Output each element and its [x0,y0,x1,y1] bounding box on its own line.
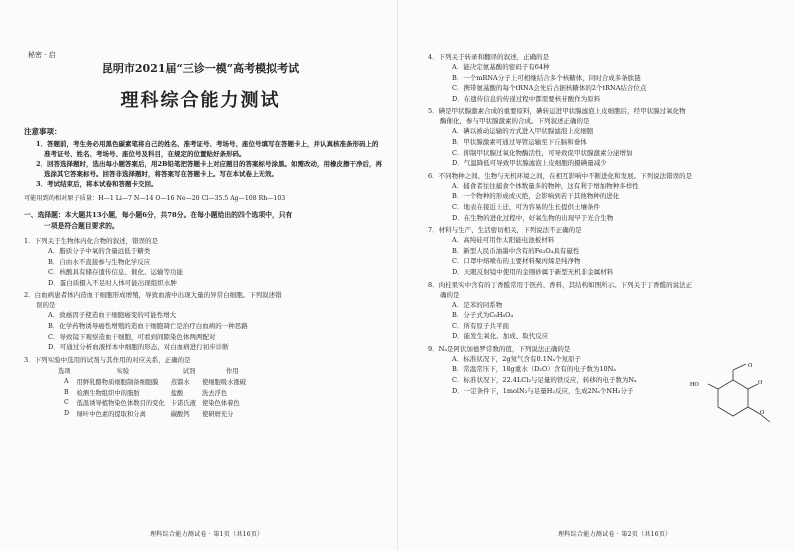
exam-page-2 [397,0,794,550]
notice-item: 3．考试结束后，将本试卷和答题卡交回。 [36,180,158,188]
question-9-option: D．一定条件下，1molN₂与足量H₂反应，生成2Nₐ个NH₃分子 [452,386,634,395]
question-3-stem: 3．下列实验中选用的试剂与其作用的对应关系，正确的是 [24,355,191,364]
paper-title: 理科综合能力测试 [120,90,281,111]
question-2-stem-cont: 误的是 [36,301,56,310]
table-header: 选项 [58,367,71,375]
question-8-stem-cont: 确的是 [440,290,460,299]
exam-title: 昆明市2021届“三诊一模”高考模拟考试 [101,62,300,75]
structure-label: O [748,363,753,369]
structure-label: O [758,380,763,386]
question-9-option: B．常温常压下，18g重水（D₂O）含有的电子数为10Nₐ [452,365,616,374]
bond [748,384,758,389]
table-header: 试剂 [182,367,196,375]
table-cell: 卡诺氏液 [170,400,196,408]
bond [748,407,760,414]
question-2-stem: 2．白血病患者体内造血干细胞形成增殖，导致血液中出现大量的异常白细胞。下列叙述错 [24,291,282,300]
question-8-option: D．能发生氧化、加成、取代反应 [452,332,549,341]
table-header: 作用 [225,367,239,375]
question-5-option: C．抑制甲状腺过氧化物酶活性，可导致促甲状腺激素分泌增加 [452,148,633,157]
table-cell: B [64,388,69,396]
table-cell: 使染色体着色 [201,400,240,408]
question-1-option: B．自由水不直接参与生物化学反应 [48,257,151,266]
question-4-option: A．能决定氨基酸的密码子有64种 [452,63,550,71]
table-row [38,408,252,419]
question-2-option: A．致癌因子使造血干细胞癌变的可能性增大 [48,311,177,320]
question-5-option: D．气温降低可导致甲状腺滤泡上皮细胞的摄碘量减少 [452,159,607,168]
section-heading: 一、选择题：本大题共13小题，每小题6分，共78分。在每小题给出的四个选项中，只有 [24,211,293,219]
question-3-table [38,365,252,419]
question-6-option: C．地表在接近上迁，可为容易的生长提供土壤条件 [452,202,600,211]
question-5-option: B．甲状腺激素可通过导管运输至下丘脑和垂体 [452,137,587,146]
table-cell: 盐酸 [170,389,184,397]
question-8-option: B．分子式为C₈H₈O₄ [452,311,514,320]
question-6-stem: 6．不同物种之间、生物与无机环境之间，在相互影响中不断进化和发展。下列说法错误的是 [428,171,693,180]
question-7-option: A．高纯硅可用作太阳能电池板材料 [452,236,555,245]
notice-item: 2．回答选择题时，选出每小题答案后，用2B铅笔把答题卡上对应题目的答案标号涂黑。如需改动，用橡皮擦干净后，再选涂其它答案标号。回答非选择题时，将答案写在答题卡上。写在本试卷上无效。 [36,160,383,178]
bond [708,384,718,389]
question-4-option: D．在遗传信息的传递过程中都需要核苷酸作为原料 [452,94,601,103]
question-7-option: C．口罩中熔喷布的主要材料聚丙烯是纯净物 [452,257,581,266]
syringaldehyde-structure [688,362,778,432]
question-4-stem: 4．下列关于转录和翻译的叙述，正确的是 [428,53,550,61]
structure-label: O [760,410,765,416]
table-cell: 洗去浮色 [201,389,228,397]
table-cell: 绿叶中色素的提取和分离 [76,410,146,418]
question-7-stem: 7．材料与生产、生活密切相关，下列说法不正确的是 [428,226,582,235]
notice-heading: 注意事项： [24,127,62,136]
table-row [38,398,252,409]
table-header-row [38,365,252,377]
page-footer: 理科综合能力测试卷 · 第1页（共16页） [150,531,264,538]
table-cell: 使研磨充分 [201,410,234,418]
question-6-option: B．一个物种的形成或灭绝，会影响到若干其他物种的进化 [452,192,620,201]
table-header: 实验 [116,367,130,375]
table-cell: D [64,409,70,417]
question-4-option: B．一个mRNA分子上可相继结合多个核糖体，同时合成多条肽链 [452,73,641,82]
question-9-option: A．标准状况下，2g氖气含有0.1Nₐ个氖原子 [452,354,582,363]
bond [733,364,746,370]
question-5-stem: 5．碘是甲状腺激素合成的重要原料，碘转运进甲状腺滤泡上皮细胞后，经甲状腺过氧化物 [428,107,686,116]
question-1-option: A．脂质分子中氧的含量远低于糖类 [48,247,151,255]
question-1-option: C．核酸具有储存遗传信息、催化、运输等功能 [48,268,183,277]
secret-label: 秘密 · 启 [28,51,56,59]
question-9-stem: 9．Nₐ是阿伏加德罗常数的值，下列说法正确的是 [428,344,571,353]
question-7-option: D．天眼反射镜中使用的金刚砂属于新型无机非金属材料 [452,267,614,276]
question-8-option: A．是苯的同系物 [452,300,503,309]
table-cell: 用鲜乳酪物质细胞制备细胞膜 [76,379,159,387]
question-5-stem-cont: 酶催化，参与甲状腺激素的合成。下列叙述正确的是 [440,117,590,126]
table-cell: A [64,378,69,386]
section-heading-cont: 一项是符合题目要求的。 [44,222,119,230]
question-1-stem: 1．下列关于生物体内化合物的叙述，错误的是 [24,237,159,245]
question-6-option: D．在生物的进化过程中，好氧生物的出现早于光合生物 [452,213,614,222]
question-7-option: B．新型人民币油墨中含有的Fe₃O₄具有磁性 [452,246,580,255]
question-2-option: C．导致镜下观察造血干细胞，可看到间隙染色体两两配对 [48,332,216,341]
question-2-option: B．化学药物诱导癌性增殖的造血干细胞凋亡是治疗白血病的一种思路 [48,321,248,330]
table-cell: 使细胞吸水涨破 [201,379,247,387]
question-1-option: D．蛋白质摄入不足时人体可能出现组织水肿 [48,278,177,287]
question-2-option: D．可通过分析血液样本中细胞的形态，对白血病进行初步诊断 [48,343,229,352]
structure-label: HO [690,382,699,388]
table-cell: 低温诱导植物染色体数目的变化 [76,400,165,408]
page-footer: 理科综合能力测试卷 · 第2页（共16页） [558,531,672,538]
table-cell: C [64,399,69,407]
table-row [38,387,252,398]
question-4-option: C．携带氨基酸的每个tRNA会先后占据核糖体的2个tRNA结合位点 [452,84,647,93]
question-5-option: A．碘以被动运输的方式进入甲状腺滤泡上皮细胞 [452,127,594,136]
benzene-ring [718,380,748,416]
question-8-stem: 8．肉桂果实中含有的丁香醛常用于医药、香料，其结构如图所示。下列关于丁香醛的说法正 [428,280,693,289]
atomic-mass-line: 可能用到的相对原子质量：H—1 Li—7 N—14 O—16 Ne—20 Cl—35.5 Ag—108 Rh—103 [24,195,286,202]
question-6-option: A．捕食者往往捕食个体数量多的物种，这有利于增加物种多样性 [452,181,639,190]
table-cell: 蒸馏水 [170,379,190,387]
question-9-option: C．标准状况下，22.4LCl₂与足量的铁反应，转移的电子数为Nₐ [452,376,637,385]
notice-item: 1．答题前，考生务必用黑色碳素笔将自己的姓名、准考证号、考场号、座位号填写在答题卡上，并认真核准条形码上的准考证号、姓名、考场号、座位号及科目，在规定的位置贴好条形码。 [36,140,379,158]
table-cell: 碳酸钙 [170,410,190,418]
table-row [38,376,252,387]
table-cell: 检测生物组织中的脂肪 [76,389,140,397]
question-8-option: C．所有原子共平面 [452,321,509,330]
